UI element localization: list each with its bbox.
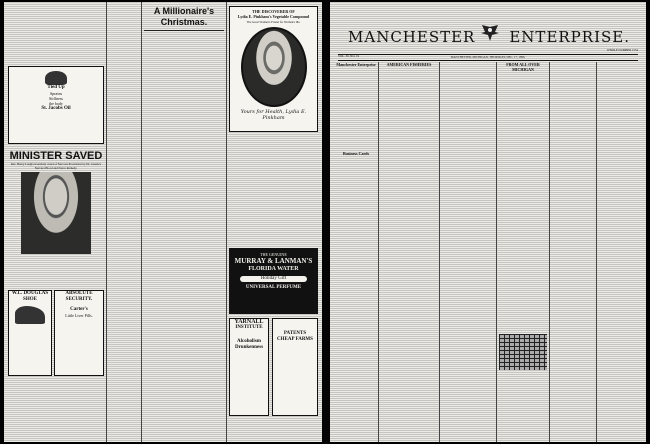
masthead xyxy=(338,24,638,52)
column-rule xyxy=(549,62,550,442)
right-column-4 xyxy=(499,62,547,438)
ad-line: CHEAP FARMS xyxy=(277,337,313,342)
right-column-2 xyxy=(381,62,437,438)
column-rule xyxy=(596,62,597,442)
ad-line: FLORIDA WATER xyxy=(248,266,299,272)
column-rule xyxy=(378,62,379,442)
column-heading: FROM ALL OVER MICHIGAN xyxy=(506,62,540,72)
column-rule xyxy=(439,62,440,442)
ad-carters xyxy=(54,290,104,376)
ad-line: INSTITUTE xyxy=(235,325,263,330)
minister-portrait-icon xyxy=(21,172,91,254)
ad-line: Sprains xyxy=(50,91,62,96)
ad-line: SHOE xyxy=(23,297,37,302)
newspaper-page-right xyxy=(330,2,646,442)
ad-line: Carter's xyxy=(70,307,88,312)
article-text xyxy=(8,6,104,66)
masthead-left: MANCHESTER xyxy=(348,28,476,46)
page-gutter xyxy=(322,0,330,444)
ad-line: Holiday Gift xyxy=(240,276,307,282)
ad-brand: St. Jacobs Oil xyxy=(41,106,71,111)
right-column-1 xyxy=(336,62,376,438)
column-rule xyxy=(106,2,107,442)
article-text xyxy=(8,254,104,290)
ad-row-bottom-right xyxy=(229,318,318,422)
volume-number: VOL. 30, NO. 19 xyxy=(338,54,359,58)
left-column-4 xyxy=(229,6,318,438)
figure-icon xyxy=(45,71,67,85)
right-column-5 xyxy=(552,62,594,438)
ad-line: Stiffness xyxy=(49,96,63,101)
column-heading: Manchester Enterprise xyxy=(336,62,376,67)
ad-line: the body xyxy=(49,101,63,106)
pinkham-portrait-icon xyxy=(241,27,307,107)
ad-line: Little Liver Pills. xyxy=(65,313,93,318)
ad-minister-saved xyxy=(8,150,104,254)
left-column-1 xyxy=(8,6,104,438)
ad-douglas-shoe xyxy=(8,290,52,376)
divider xyxy=(144,30,224,31)
ad-line: W.L. DOUGLAS xyxy=(11,291,49,296)
dateline: MANCHESTER, MICHIGAN, THURSDAY, DEC. 17, 1896. xyxy=(338,54,638,61)
shoe-icon xyxy=(15,306,45,324)
ad-title: Tied Up xyxy=(47,85,65,90)
article-text xyxy=(144,33,224,438)
ad-line: YARNALL xyxy=(234,319,264,325)
column-rule xyxy=(496,62,497,442)
signature: Yours for Health, Lydia E. Pinkham xyxy=(240,109,307,121)
ad-headline: MINISTER SAVED xyxy=(9,150,103,162)
whole-number: WHOLE NUMBER 1554 xyxy=(606,48,638,52)
left-column-3 xyxy=(144,6,224,438)
ad-florida-water xyxy=(229,248,318,314)
ad-yarnall xyxy=(229,318,269,416)
ad-line: Alcoholism xyxy=(237,339,261,344)
ad-patents xyxy=(272,318,318,416)
eagle-emblem-icon xyxy=(479,24,501,42)
ad-tied-up xyxy=(8,66,104,144)
illustration-image xyxy=(499,334,547,370)
article-text xyxy=(499,72,547,332)
ad-kicker: THE DISCOVERER OF xyxy=(252,9,295,14)
right-column-6 xyxy=(599,62,641,438)
ad-line: PATENTS xyxy=(283,331,307,336)
ad-product: Lydia E. Pinkham's Vegetable Compound xyxy=(237,14,310,19)
ad-line: ABSOLUTE xyxy=(65,291,93,296)
ad-line: MURRAY & LANMAN'S xyxy=(234,257,313,265)
ad-lydia-pinkham xyxy=(229,6,318,132)
article-text xyxy=(499,372,547,432)
column-heading: Business Cards xyxy=(342,151,370,156)
ad-line: THE GENUINE xyxy=(260,252,287,257)
ad-line: Drunkenness xyxy=(234,345,264,350)
ad-subhead: The Great Woman's Friend for Woman's Ills. xyxy=(246,20,301,24)
article-text xyxy=(381,67,437,427)
ad-line: UNIVERSAL PERFUME xyxy=(245,285,302,290)
ad-line: SECURITY. xyxy=(65,297,93,302)
column-rule xyxy=(226,2,227,442)
column-heading: AMERICAN FISHERIES xyxy=(386,62,432,67)
article-text xyxy=(336,156,376,436)
column-rule xyxy=(141,2,142,442)
newspaper-page-left xyxy=(4,2,322,442)
masthead-right: ENTERPRISE. xyxy=(509,28,630,46)
ad-subhead: Rev. Henry Langford entirely cured of Nervous Prostration by Dr. Greene's Nervura Blood and Nerve Remedy. xyxy=(10,162,102,170)
left-column-2 xyxy=(109,6,139,438)
ad-row-bottom xyxy=(8,290,104,376)
article-text xyxy=(229,132,318,248)
article-text xyxy=(336,67,376,151)
right-column-3 xyxy=(442,62,494,438)
story-title: A Millionaire's Christmas. xyxy=(153,6,215,27)
